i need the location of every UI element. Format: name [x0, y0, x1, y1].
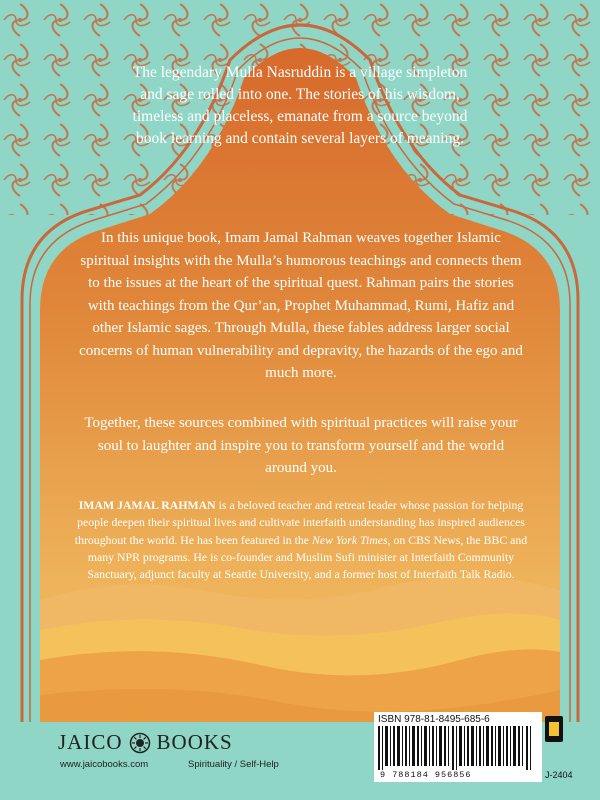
author-name: IMAM JAMAL RAHMAN [78, 498, 216, 512]
bio-text-2: , on CBS News, the BBC and many NPR programs. He is co-founder and Muslim Sufi minister at Interfaith Community Sanctuary, adjunct faculty at Seattle University, and a former host of Interfaith Talk Radio. [87, 532, 528, 582]
product-code: J-2404 [545, 770, 573, 780]
isbn-barcode-box [374, 712, 542, 782]
publisher-name-right: BOOKS [156, 730, 233, 754]
publisher-name-left: JAICO [58, 730, 123, 754]
blurb-bottom: Together, these sources combined with spiritual practices will raise your soul to laughter and inspire you to transform yourself and the world around you. [84, 415, 518, 476]
barcode-icon [378, 726, 538, 770]
sun-emblem-icon [129, 732, 151, 754]
author-bio [68, 497, 534, 583]
bio-text-1: is a beloved teacher and retreat leader whose passion for helping people deepen their spiritual lives and cultivate interfaith understanding has inspired audiences throughout the world. He has been featured in the [74, 498, 525, 547]
publisher-badge-icon [545, 716, 563, 742]
isbn-label: ISBN 978-81-8495-685-6 [378, 714, 490, 725]
book-category: Spirituality / Self-Help [188, 759, 279, 770]
blurb-middle: In this unique book, Imam Jamal Rahman weaves together Islamic spiritual insights with the Mulla’s humorous teachings and connects them to the issues at the heart of the spiritual quest. Rahman pairs the stories with teachings from the Qur’an, Prophet Muhammad, Rumi, Hafiz and other Islamic sages. Through Mulla, these fables address larger social concerns of human vulnerability and depravity, the hazards of the ego and much more. [79, 230, 523, 381]
barcode-number: 9 788184 956856 [380, 770, 472, 780]
publication-name: New York Times [311, 532, 388, 547]
blurb-top: The legendary Mulla Nasruddin is a village simpleton and sage rolled into one. The stories of his wisdom, timeless and placeless, emanate from a source beyond book learning and contain several layers of meaning. [132, 64, 468, 147]
publisher-url: www.jaicobooks.com [60, 759, 149, 770]
publisher-logo [58, 730, 233, 755]
